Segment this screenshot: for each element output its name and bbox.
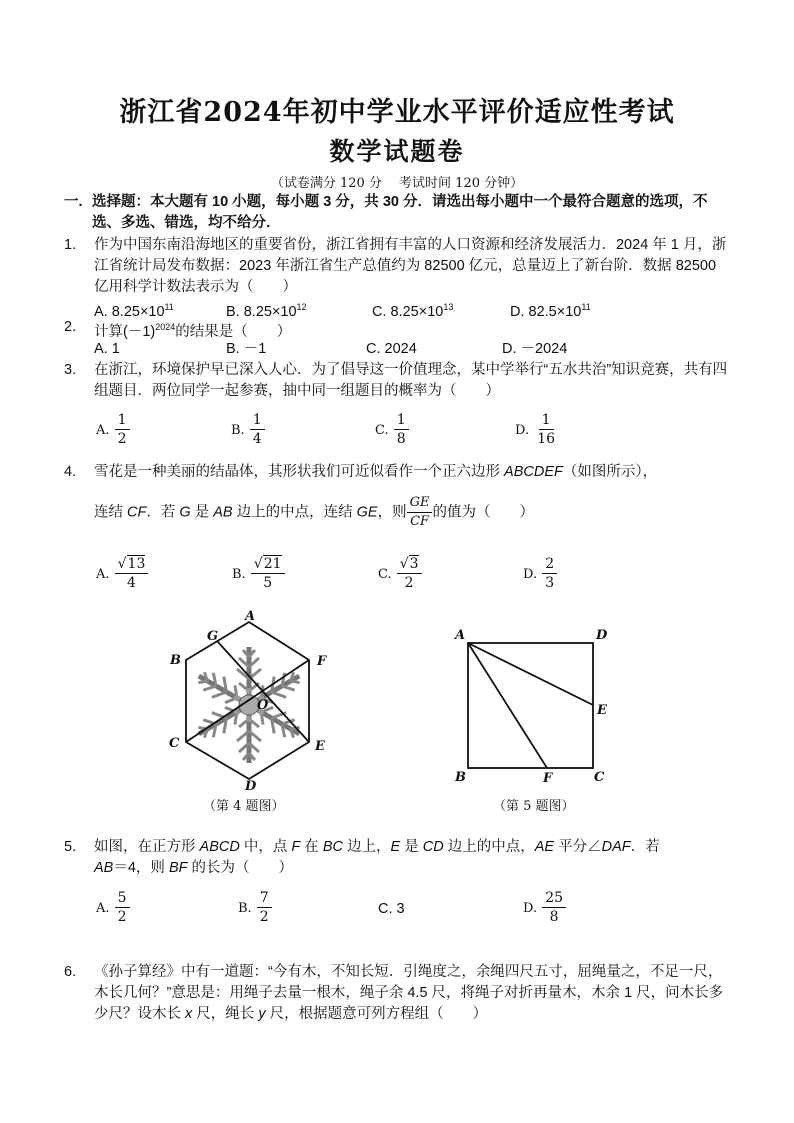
section-text: 选择题：本大题有 10 小题，每小题 3 分，共 30 分．请选出每小题中一个最符合题意的选项，不选、多选、错选，均不给分．	[92, 194, 708, 231]
label-b: B	[455, 770, 466, 785]
q2-option-b: B. －1	[226, 341, 267, 357]
q4-option-b: B. $\frac{√21}{5}$	[232, 556, 285, 591]
label-c: C	[169, 736, 180, 751]
label-d: D	[245, 779, 257, 793]
exam-subject: 数学试题卷	[329, 137, 465, 166]
question-number: 4.	[64, 464, 77, 480]
label-e: E	[315, 739, 325, 754]
q4-option-a: A. $\frac{√13}{4}$	[96, 556, 148, 591]
figure-5-caption: （第 5 题图）	[493, 799, 575, 814]
q1-option-c: C. $8.25\times 10^{13}$	[372, 302, 454, 320]
question-number: 1.	[64, 237, 77, 253]
q2-option-c: C. 2024	[366, 341, 417, 357]
label-f: F	[317, 654, 327, 669]
figure-5-square	[450, 625, 620, 790]
q4-option-d: D. $\frac{2}{3}$	[523, 556, 557, 591]
label-a: A	[245, 609, 256, 624]
label-o: O	[257, 698, 269, 713]
q3-option-b: B. $\frac{1}{4}$	[231, 412, 265, 447]
question-2-text: 计算$(-1)^{2024}$的结果是（ ）	[94, 322, 292, 340]
question-number: 2.	[64, 319, 77, 335]
figure-4-caption: （第 4 题图）	[203, 799, 285, 814]
label-a: A	[455, 628, 466, 643]
segment-ge	[217, 641, 309, 742]
question-number: 5.	[64, 839, 77, 855]
question-5-line1: 如图，在正方形 ABCD 中，点 F 在 BC 边上，E 是 CD 边上的中点，AE 平分∠DAF．若	[94, 839, 660, 855]
section-heading	[64, 192, 734, 234]
q1-option-d: D. $82.5\times 10^{11}$	[510, 302, 591, 320]
q5-option-a: A. $\frac{5}{2}$	[96, 890, 130, 925]
question-number: 6.	[64, 964, 77, 980]
section-number: 一.	[64, 194, 83, 210]
question-5-line2: AB＝4，则 BF 的长为（ ）	[94, 860, 293, 876]
label-d: D	[596, 628, 608, 643]
label-f: F	[543, 771, 553, 786]
label-c: C	[594, 770, 605, 785]
figure-4-hexagon	[160, 608, 340, 793]
q5-option-c: C. 3	[378, 901, 405, 917]
q1-option-a: A. $8.25\times 10^{11}$	[94, 302, 174, 320]
snowflake-image	[193, 647, 305, 763]
question-4-line2: 连结 CF．若 G 是 AB 边上的中点，连结 GE，则 $\frac{GE}{CF}$ 的值为（ ）	[94, 495, 534, 529]
q1-option-b: B. $8.25\times 10^{12}$	[226, 302, 307, 320]
q5-option-b: B. $\frac{7}{2}$	[238, 890, 272, 925]
exam-note: （试卷满分 120 分 考试时间 120 分钟）	[270, 176, 524, 191]
q2-option-a: A. 1	[94, 341, 120, 357]
question-6-text: 《孙子算经》中有一道题：“今有木，不知长短．引绳度之，余绳四尺五寸，屈绳量之，不足一尺，木长几何？”意思是：用绳子去量一根木，绳子余 4.5 尺，将绳子对折再量木，木余 1 尺，问木长多少尺？设木长 x 尺，绳长 y 尺，根据题意可列方程组（ ）	[94, 964, 724, 1022]
question-4-line1: 雪花是一种美丽的结晶体，其形状我们可近似看作一个正六边形 ABCDEF（如图所示），	[94, 464, 658, 480]
q3-option-d: D. $\frac{1}{16}$	[515, 412, 556, 447]
q3-option-a: A. $\frac{1}{2}$	[96, 412, 130, 447]
q2-option-d: D. －2024	[502, 341, 568, 357]
exam-title: 浙江省2024年初中学业水平评价适应性考试	[119, 97, 675, 128]
label-e: E	[597, 703, 607, 718]
question-1-text: 作为中国东南沿海地区的重要省份，浙江省拥有丰富的人口资源和经济发展活力．2024 年 1 月，浙江省统计局发布数据：2023 年浙江省生产总值约为 82500 亿元，总量迈上了新台阶．数据 82500 亿用科学计数法表示为（ ）	[94, 237, 727, 295]
question-number: 3.	[64, 362, 77, 378]
q4-option-c: C. $\frac{√3}{2}$	[378, 556, 422, 591]
q5-option-d: D. $\frac{25}{8}$	[523, 890, 566, 925]
label-g: G	[207, 629, 219, 644]
square-outline	[468, 643, 593, 768]
label-b: B	[170, 653, 181, 668]
question-3-text: 在浙江，环境保护早已深入人心．为了倡导这一价值理念，某中学举行“五水共治”知识竞赛，共有四组题目．两位同学一起参赛，抽中同一组题目的概率为（ ）	[94, 362, 728, 399]
q3-option-c: C. $\frac{1}{8}$	[375, 412, 409, 447]
